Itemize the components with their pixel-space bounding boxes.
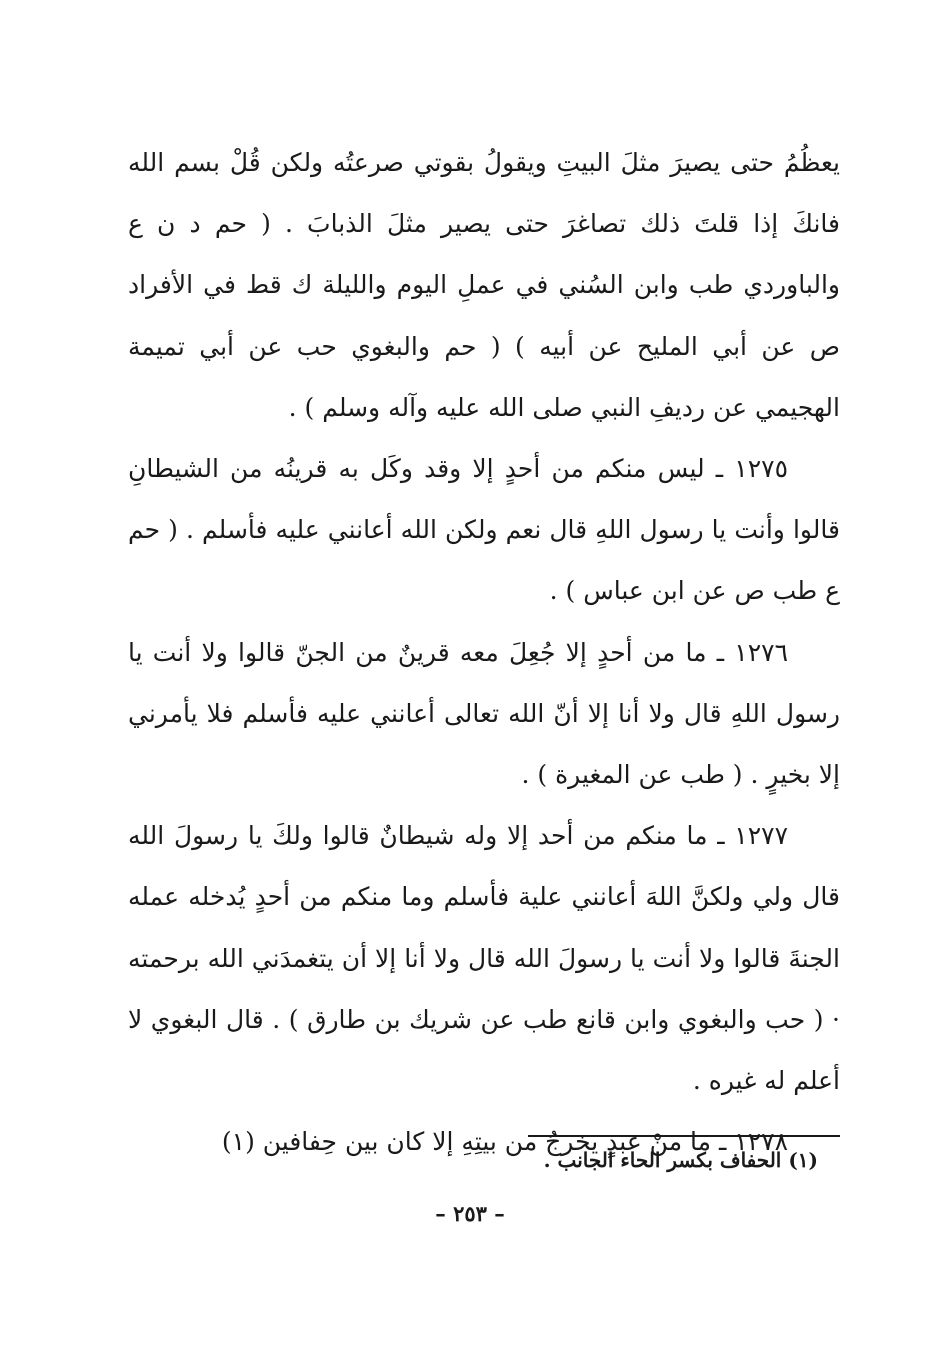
main-text	[128, 132, 840, 1172]
page-number: – ٢٥٣ –	[435, 1201, 505, 1226]
hadith-1278: ١٢٧٨ ـ ما منْ عبدٍ يخرجُ من بيتِهِ إلا كان بين حِفافين (١)	[221, 1127, 788, 1157]
paragraph-continuation: يعظُمُ حتى يصيرَ مثلَ البيتِ ويقولُ بقوتي صرعتُه ولكن قُلْ بسم الله فانكَ إذا قلتَ ذلك تصاغرَ حتى يصير مثلَ الذبابَ . ( حم د ن ع والباوردي طب وابن السُني في عملِ اليوم والليلة ك قط في الأفراد ص عن أبي المليح عن أبيه ) ( حم والبغوي حب عن أبي تميمة الهجيمي عن رديفِ النبي صلى الله عليه وآله وسلم ) .	[128, 148, 840, 422]
hadith-1276: ١٢٧٦ ـ ما من أحدٍ إلا جُعِلَ معه قرينٌ من الجنّ قالوا ولا أنت يا رسول اللهِ قال ولا أنا إلا أنّ الله تعالى أعانني عليه فأسلم فلا يأمرني إلا بخيرٍ . ( طب عن المغيرة ) .	[128, 637, 840, 790]
footnote: (١) الحفاف بكسر الحاء الجانب .	[543, 1148, 818, 1172]
hadith-1275: ١٢٧٥ ـ ليس منكم من أحدٍ إلا وقد وكَل به قرينُه من الشيطانِ قالوا وأنت يا رسول اللهِ قال نعم ولكن الله أعانني عليه فأسلم . ( حم ع طب ص عن ابن عباس ) .	[128, 454, 840, 606]
footnote-divider	[528, 1135, 840, 1137]
hadith-1277: ١٢٧٧ ـ ما منكم من أحد إلا وله شيطانٌ قالوا ولكَ يا رسولَ الله قال ولي ولكنَّ اللهَ أعانني علية فأسلم وما منكم من أحدٍ يُدخله عمله الجنةَ قالوا ولا أنت يا رسولَ الله قال ولا أنا إلا أن يتغمدَني الله برحمته · ( حب والبغوي وابن قانع طب عن شريك بن طارق ) . قال البغوي لا أعلم له غيره .	[128, 821, 840, 1096]
